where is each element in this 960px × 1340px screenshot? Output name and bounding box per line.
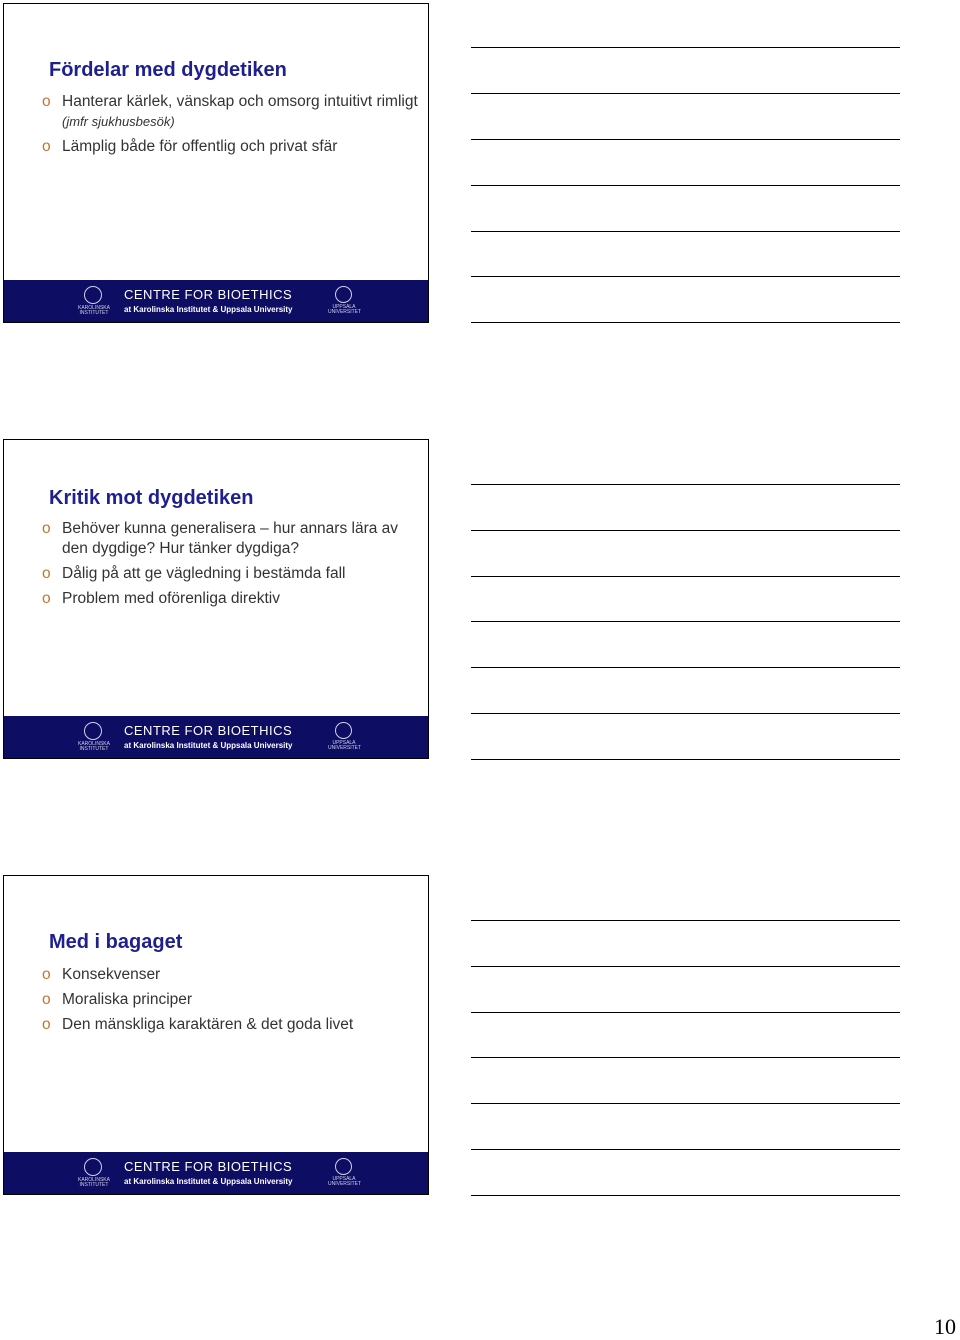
notes-line [471,1195,900,1196]
centre-affiliation: at Karolinska Institutet & Uppsala University [124,1177,293,1186]
slide-1 [3,3,429,323]
notes-line [471,576,900,577]
notes-line [471,93,900,94]
bullet-text: Hanterar kärlek, vänskap och omsorg intuitivt rimligt [62,93,418,110]
notes-line [471,47,900,48]
bullet-marker: o [42,1016,51,1033]
uu-seal-icon [335,1158,352,1175]
bullet-text: Moraliska principer [62,991,193,1008]
bullet-list [42,92,424,162]
page-number: 10 [934,1314,956,1339]
centre-name: CENTRE FOR BIOETHICS [124,723,293,738]
bullet-item [42,990,424,1010]
uu-seal-icon [335,722,352,739]
slide-2 [3,439,429,759]
bullet-item [42,137,424,157]
notes-line [471,139,900,140]
ki-seal-icon [84,1158,102,1176]
bullet-text: Konsekvenser [62,966,161,983]
notes-line [471,530,900,531]
bullet-text: Den mänskliga karaktären & det goda livet [62,1016,354,1033]
uu-seal-icon [335,286,352,303]
bullet-marker: o [42,966,51,983]
bullet-marker: o [42,991,51,1008]
notes-line [471,185,900,186]
ki-logo-text: KAROLINSKA INSTITUTET [78,1177,110,1188]
notes-line [471,1057,900,1058]
notes-line [471,621,900,622]
uu-logo-text: UPPSALA UNIVERSITET [328,740,362,751]
centre-affiliation: at Karolinska Institutet & Uppsala University [124,741,293,750]
bullet-text: Lämplig både för offentlig och privat sfär [62,138,338,155]
bullet-item [42,965,424,985]
ki-seal-icon [84,722,102,740]
notes-line [471,484,900,485]
footer-bar [4,1152,428,1194]
bullet-list [42,965,424,1040]
bullet-text: Problem med oförenliga direktiv [62,590,280,607]
centre-name: CENTRE FOR BIOETHICS [124,1159,293,1174]
bullet-marker: o [42,520,51,537]
notes-line [471,1149,900,1150]
centre-name: CENTRE FOR BIOETHICS [124,287,293,302]
slide-3 [3,875,429,1195]
notes-line [471,759,900,760]
footer-bar [4,280,428,322]
bullet-item [42,92,424,132]
bullet-item [42,589,424,609]
centre-affiliation: at Karolinska Institutet & Uppsala University [124,305,293,314]
uu-logo-text: UPPSALA UNIVERSITET [328,1176,362,1187]
bullet-item [42,1015,424,1035]
bullet-item [42,519,424,559]
bullet-text: Behöver kunna generalisera – hur annars lära av den dygdige? Hur tänker dygdiga? [62,520,399,557]
ki-logo-text: KAROLINSKA INSTITUTET [78,305,110,316]
notes-line [471,231,900,232]
ki-logo-text: KAROLINSKA INSTITUTET [78,741,110,752]
notes-line [471,713,900,714]
bullet-marker: o [42,590,51,607]
notes-line [471,920,900,921]
notes-line [471,322,900,323]
bullet-list [42,519,424,614]
bullet-marker: o [42,93,51,110]
bullet-item [42,564,424,584]
bullet-note: (jmfr sjukhusbesök) [62,114,175,129]
notes-line [471,1012,900,1013]
bullet-text: Dålig på att ge vägledning i bestämda fall [62,565,346,582]
notes-line [471,966,900,967]
uu-logo-text: UPPSALA UNIVERSITET [328,304,362,315]
bullet-marker: o [42,565,51,582]
ki-seal-icon [84,286,102,304]
slide-title: Kritik mot dygdetiken [49,487,254,509]
notes-line [471,1103,900,1104]
slide-title: Fördelar med dygdetiken [49,59,287,81]
notes-line [471,667,900,668]
notes-line [471,276,900,277]
bullet-marker: o [42,138,51,155]
footer-bar [4,716,428,758]
slide-title: Med i bagaget [49,931,183,953]
